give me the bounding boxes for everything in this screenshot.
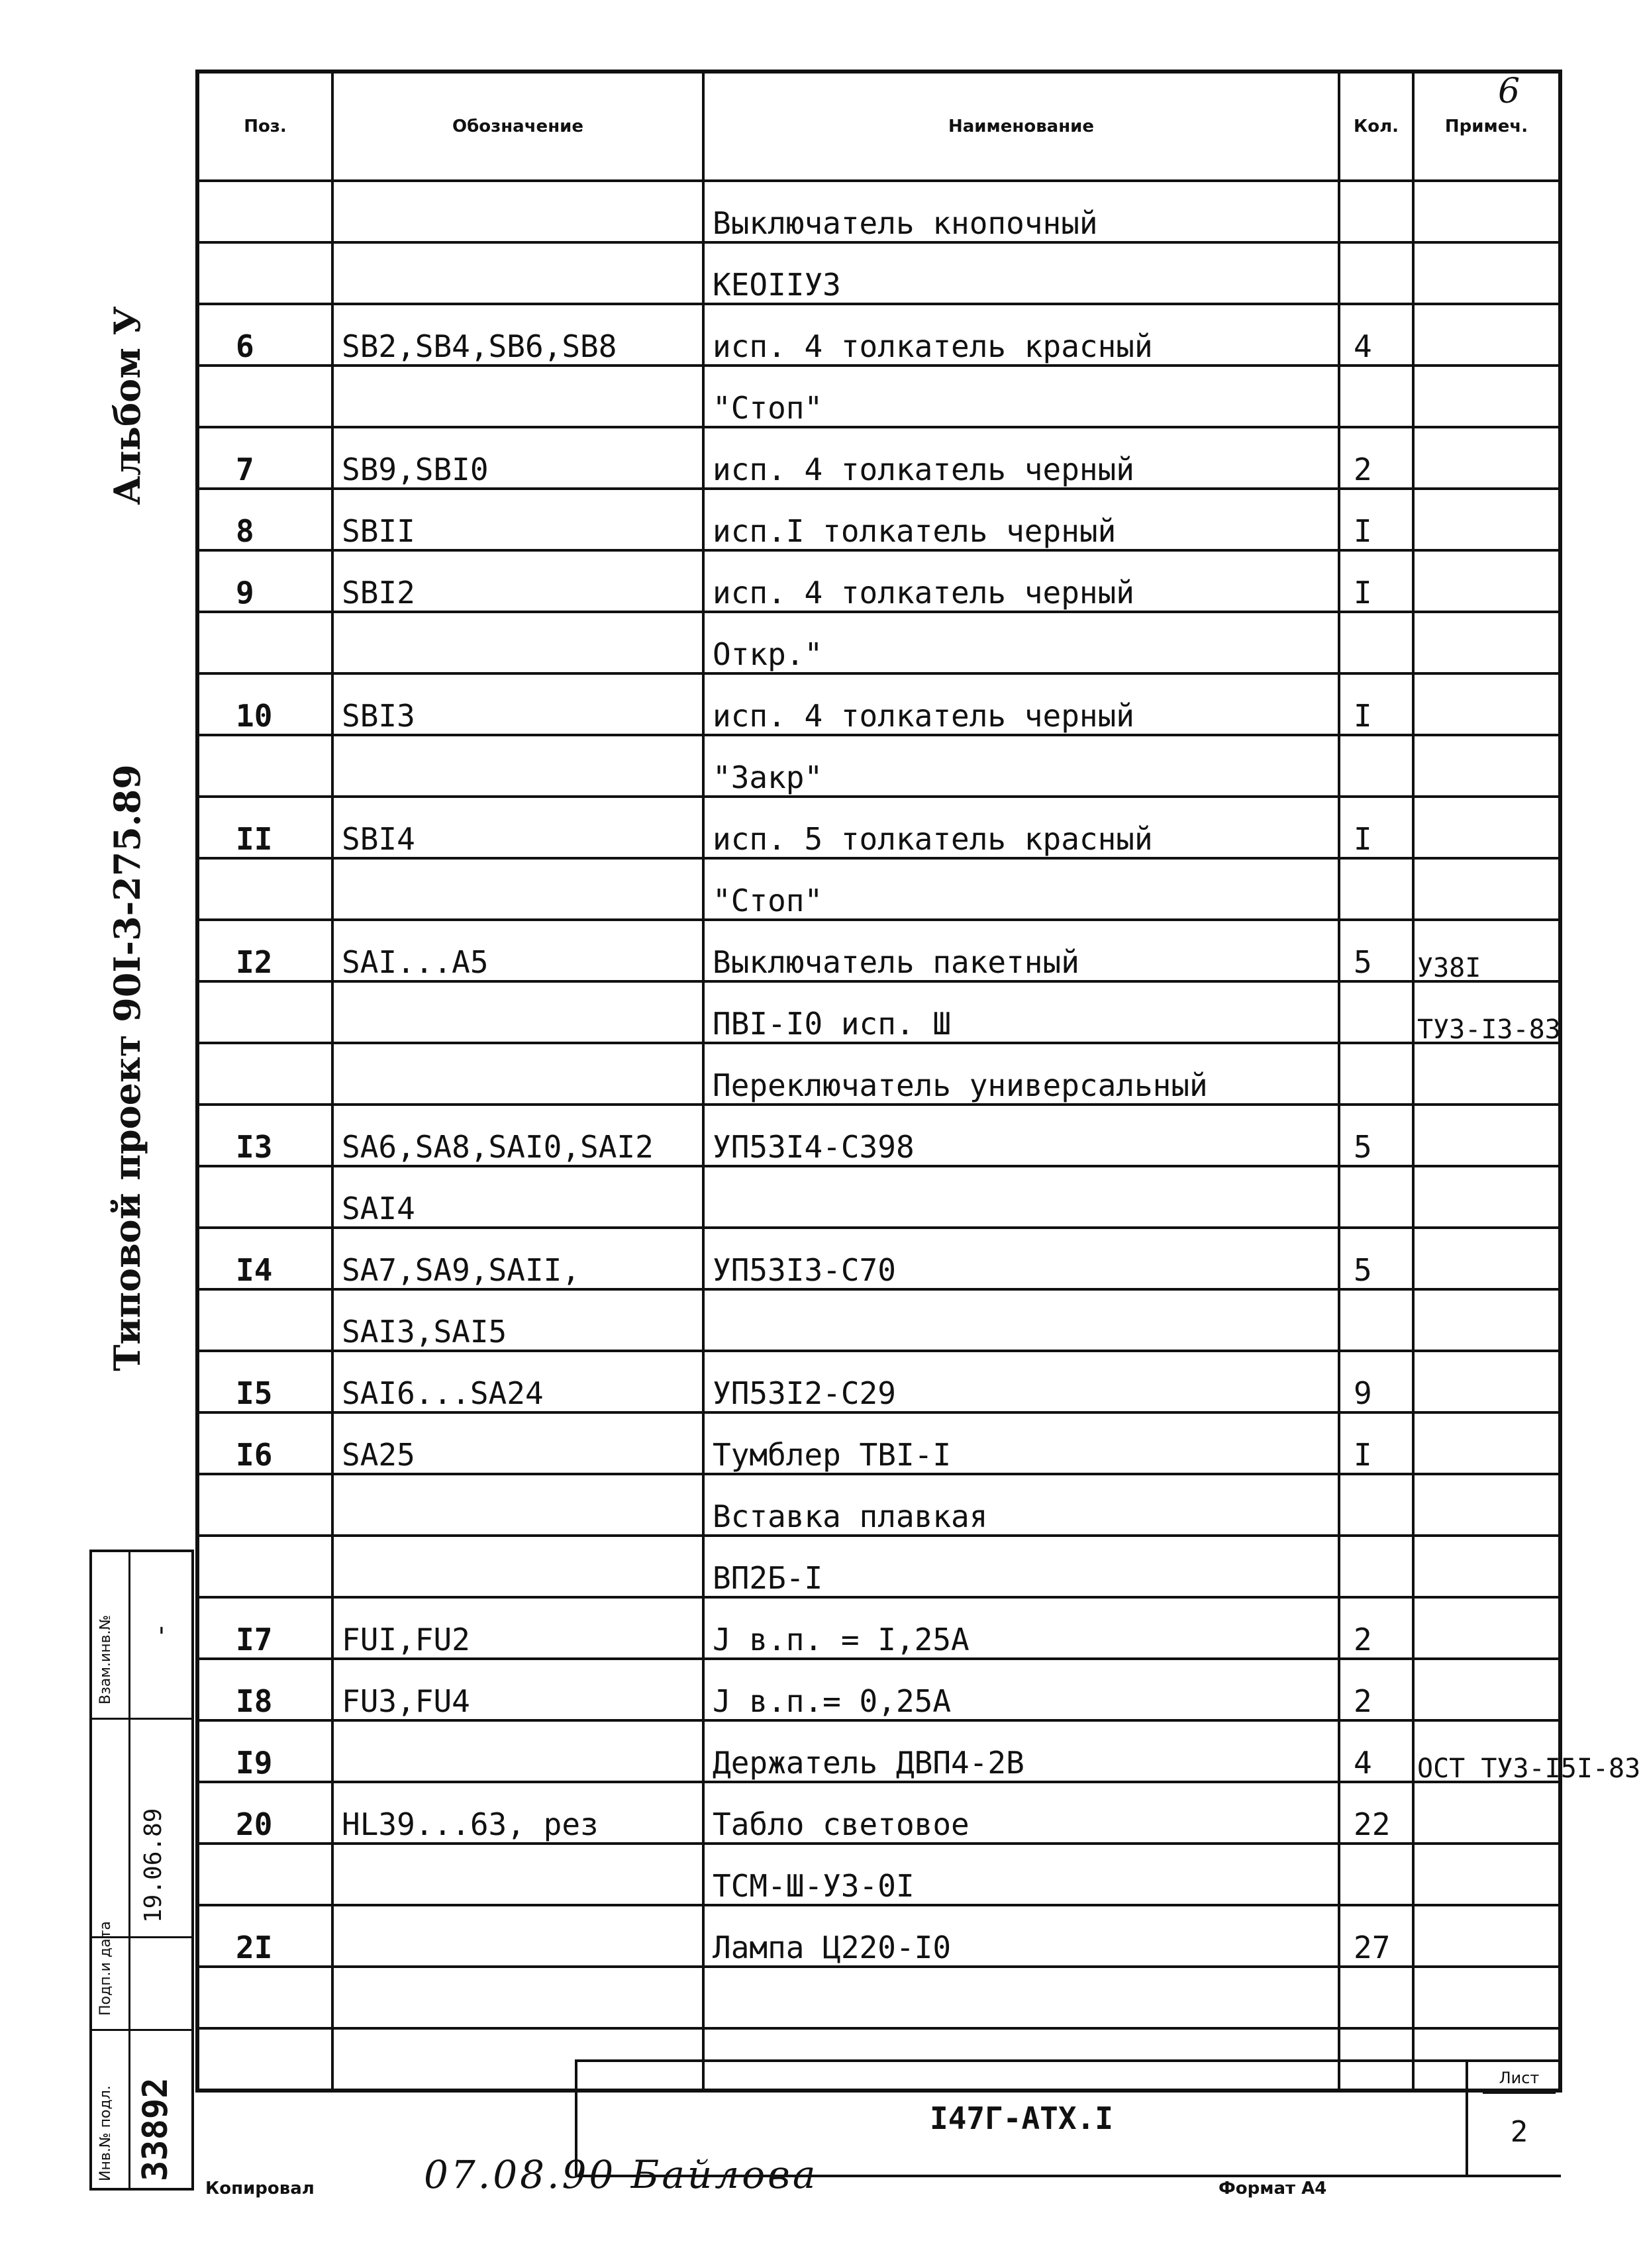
cell-note [1413, 1166, 1560, 1228]
cell-pos [197, 735, 332, 797]
table-row [197, 1228, 1560, 1289]
cell-pos: I3 [197, 1105, 332, 1166]
cell-note [1413, 489, 1560, 550]
cell-qty [1339, 981, 1413, 1043]
cell-name [703, 1166, 1339, 1228]
cell-designation [332, 981, 703, 1043]
table-row [197, 181, 1560, 242]
cell-designation: SB9,SBI0 [332, 427, 703, 489]
cell-note [1413, 858, 1560, 920]
cell-note [1413, 181, 1560, 242]
cell-designation [332, 181, 703, 242]
table-row [197, 1289, 1560, 1351]
cell-pos: 8 [197, 489, 332, 550]
table-row [197, 427, 1560, 489]
cell-pos: 6 [197, 304, 332, 366]
cell-name: исп. 4 толкатель черный [703, 550, 1339, 612]
cell-pos: I7 [197, 1597, 332, 1659]
table-row [197, 797, 1560, 858]
format-label: Формат А4 [1219, 2179, 1327, 2198]
header-pos: Поз. [197, 72, 332, 181]
cell-name: УП53I2-С29 [703, 1351, 1339, 1412]
copied-label: Копировал [205, 2179, 315, 2198]
cell-name [703, 1967, 1339, 2028]
cell-designation: FU3,FU4 [332, 1659, 703, 1720]
cell-note [1413, 1659, 1560, 1720]
copier-signature: 07.08.90 Байлова [424, 2152, 819, 2197]
cell-designation: SAI3,SAI5 [332, 1289, 703, 1351]
cell-pos: I6 [197, 1412, 332, 1474]
cell-name: Вставка плавкая [703, 1474, 1339, 1536]
cell-note [1413, 427, 1560, 489]
cell-name: Выключатель кнопочный [703, 181, 1339, 242]
cell-note [1413, 612, 1560, 673]
cell-pos [197, 1967, 332, 2028]
cell-note [1413, 1967, 1560, 2028]
side-label [106, 159, 148, 1483]
cell-name: ВП2Б-I [703, 1536, 1339, 1597]
cell-designation: SBI4 [332, 797, 703, 858]
table-row [197, 550, 1560, 612]
cell-qty [1339, 1967, 1413, 2028]
cell-note [1413, 1043, 1560, 1105]
cell-qty [1339, 1289, 1413, 1351]
cell-note [1413, 1905, 1560, 1967]
cell-name: исп. 4 толкатель черный [703, 673, 1339, 735]
cell-name: ТСМ-Ш-УЗ-0I [703, 1844, 1339, 1905]
album-label: Альбом У [106, 306, 148, 505]
cell-note [1413, 1782, 1560, 1844]
cell-qty [1339, 858, 1413, 920]
stamp-replaces-inv: Взам.инв.№ [97, 1614, 114, 1704]
table-row [197, 612, 1560, 673]
table-header-row [197, 72, 1560, 181]
cell-name: Выключатель пакетный [703, 920, 1339, 981]
table-row [197, 1105, 1560, 1166]
table-row [197, 920, 1560, 981]
cell-pos: I2 [197, 920, 332, 981]
table-row [197, 1597, 1560, 1659]
cell-note [1413, 1474, 1560, 1536]
cell-pos [197, 1474, 332, 1536]
cell-name: Табло световое [703, 1782, 1339, 1844]
cell-designation: SBI3 [332, 673, 703, 735]
table-row [197, 1043, 1560, 1105]
cell-note [1413, 1105, 1560, 1166]
cell-pos: 2I [197, 1905, 332, 1967]
cell-pos [197, 1043, 332, 1105]
cell-qty [1339, 735, 1413, 797]
cell-pos [197, 612, 332, 673]
header-note: Примеч. [1413, 72, 1560, 181]
document-code: I47Г-АТХ.I [577, 2062, 1468, 2175]
cell-note [1413, 1351, 1560, 1412]
cell-designation [332, 612, 703, 673]
cell-designation [332, 242, 703, 304]
cell-note [1413, 550, 1560, 612]
cell-note [1413, 1289, 1560, 1351]
cell-designation [332, 735, 703, 797]
cell-pos [197, 242, 332, 304]
cell-designation [332, 1720, 703, 1782]
cell-designation: FUI,FU2 [332, 1597, 703, 1659]
specification-table [195, 70, 1641, 2093]
cell-note: ОСТ ТУ3-I5I-83 [1413, 1720, 1560, 1782]
cell-qty: 27 [1339, 1905, 1413, 1967]
cell-note [1413, 366, 1560, 427]
cell-qty: 4 [1339, 304, 1413, 366]
cell-designation: SAI4 [332, 1166, 703, 1228]
cell-name: "Стоп" [703, 366, 1339, 427]
table-row [197, 1905, 1560, 1967]
table-row [197, 366, 1560, 427]
table-row [197, 858, 1560, 920]
cell-note [1413, 1844, 1560, 1905]
table-row [197, 1412, 1560, 1474]
cell-pos: 7 [197, 427, 332, 489]
cell-pos [197, 181, 332, 242]
header-name: Наименование [703, 72, 1339, 181]
cell-qty: 5 [1339, 1105, 1413, 1166]
cell-qty: 2 [1339, 1659, 1413, 1720]
cell-name: "Стоп" [703, 858, 1339, 920]
cell-name: Лампа Ц220-I0 [703, 1905, 1339, 1967]
table-row [197, 1474, 1560, 1536]
cell-name: ПВI-I0 исп. Ш [703, 981, 1339, 1043]
cell-qty [1339, 242, 1413, 304]
cell-designation [332, 858, 703, 920]
cell-qty [1339, 1043, 1413, 1105]
cell-name: Переключатель универсальный [703, 1043, 1339, 1105]
cell-note [1413, 1228, 1560, 1289]
table-row [197, 304, 1560, 366]
cell-note [1413, 1597, 1560, 1659]
table-row [197, 1967, 1560, 2028]
cell-qty: 4 [1339, 1720, 1413, 1782]
stamp-signature-date: Подп.и дата [97, 1921, 114, 2016]
cell-qty: 5 [1339, 920, 1413, 981]
cell-name: КЕОIIУЗ [703, 242, 1339, 304]
cell-name: исп. 4 толкатель красный [703, 304, 1339, 366]
cell-designation [332, 1905, 703, 1967]
approval-stamp [89, 1550, 194, 2191]
cell-pos [197, 858, 332, 920]
project-label: Типовой проект 90I-3-275.89 [106, 764, 148, 1371]
stamp-dash: - [145, 1622, 175, 1638]
stamp-inv-number: 33892 [136, 2077, 175, 2181]
cell-name: УП53I4-С398 [703, 1105, 1339, 1166]
cell-pos [197, 1166, 332, 1228]
cell-designation: SA25 [332, 1412, 703, 1474]
cell-designation: SAI...A5 [332, 920, 703, 981]
cell-designation: HL39...63, рез [332, 1782, 703, 1844]
cell-name: Держатель ДВП4-2В [703, 1720, 1339, 1782]
cell-qty: I [1339, 797, 1413, 858]
cell-pos: I4 [197, 1228, 332, 1289]
cell-designation [332, 1844, 703, 1905]
cell-qty [1339, 181, 1413, 242]
cell-qty: 9 [1339, 1351, 1413, 1412]
cell-name: исп. 4 толкатель черный [703, 427, 1339, 489]
cell-pos: 9 [197, 550, 332, 612]
sheet-label: Лист [1483, 2069, 1556, 2094]
table-row [197, 1720, 1560, 1782]
cell-note [1413, 304, 1560, 366]
table-row [197, 242, 1560, 304]
sheet-value: 2 [1510, 2115, 1528, 2149]
header-qty: Кол. [1339, 72, 1413, 181]
table-body [197, 181, 1641, 2091]
cell-pos [197, 1844, 332, 1905]
stamp-inv-original: Инв.№ подл. [97, 2085, 114, 2181]
cell-pos [197, 366, 332, 427]
cell-qty [1339, 612, 1413, 673]
header-designation: Обозначение [332, 72, 703, 181]
cell-name [703, 1289, 1339, 1351]
cell-name: "Закр" [703, 735, 1339, 797]
cell-pos [197, 1289, 332, 1351]
cell-name: Ј в.п.= 0,25А [703, 1659, 1339, 1720]
cell-qty: 22 [1339, 1782, 1413, 1844]
cell-pos [197, 1536, 332, 1597]
cell-note: ТУ3-I3-83 [1413, 981, 1560, 1043]
cell-designation [332, 1536, 703, 1597]
cell-designation [332, 1043, 703, 1105]
cell-pos: 20 [197, 1782, 332, 1844]
cell-designation [332, 1967, 703, 2028]
cell-designation [332, 1474, 703, 1536]
table-row [197, 489, 1560, 550]
cell-pos: I8 [197, 1659, 332, 1720]
cell-pos: 10 [197, 673, 332, 735]
cell-qty: I [1339, 1412, 1413, 1474]
table-row [197, 981, 1560, 1043]
table-row [197, 735, 1560, 797]
table-row [197, 673, 1560, 735]
cell-qty: 2 [1339, 1597, 1413, 1659]
cell-name: исп. 5 толкатель красный [703, 797, 1339, 858]
cell-pos [197, 981, 332, 1043]
table-row [197, 1536, 1560, 1597]
cell-note [1413, 1536, 1560, 1597]
cell-designation: SBI2 [332, 550, 703, 612]
page-number: 6 [1498, 72, 1520, 111]
cell-name: Откр." [703, 612, 1339, 673]
cell-qty: I [1339, 673, 1413, 735]
cell-name: Ј в.п. = I,25А [703, 1597, 1339, 1659]
cell-pos: II [197, 797, 332, 858]
cell-note [1413, 735, 1560, 797]
cell-name: УП53I3-С70 [703, 1228, 1339, 1289]
table-row [197, 1351, 1560, 1412]
table-row [197, 1659, 1560, 1720]
cell-pos [197, 2028, 332, 2091]
cell-qty: 5 [1339, 1228, 1413, 1289]
cell-qty [1339, 1536, 1413, 1597]
table-row [197, 1782, 1560, 1844]
cell-qty [1339, 1166, 1413, 1228]
cell-name: Тумблер ТВI-I [703, 1412, 1339, 1474]
cell-qty: I [1339, 550, 1413, 612]
cell-note [1413, 242, 1560, 304]
cell-note: У38I [1413, 920, 1560, 981]
cell-name: исп.I толкатель черный [703, 489, 1339, 550]
cell-designation: SAI6...SA24 [332, 1351, 703, 1412]
cell-qty [1339, 1844, 1413, 1905]
cell-note [1413, 797, 1560, 858]
cell-qty: I [1339, 489, 1413, 550]
cell-qty: 2 [1339, 427, 1413, 489]
cell-designation: SA7,SA9,SAII, [332, 1228, 703, 1289]
cell-note [1413, 1412, 1560, 1474]
cell-qty [1339, 366, 1413, 427]
table-row [197, 1844, 1560, 1905]
cell-note [1413, 673, 1560, 735]
cell-designation: SBII [332, 489, 703, 550]
cell-designation: SB2,SB4,SB6,SB8 [332, 304, 703, 366]
table-row [197, 1166, 1560, 1228]
cell-qty [1339, 1474, 1413, 1536]
cell-designation: SA6,SA8,SAI0,SAI2 [332, 1105, 703, 1166]
cell-pos: I9 [197, 1720, 332, 1782]
stamp-date: 19.06.89 [140, 1808, 167, 1923]
cell-designation [332, 366, 703, 427]
cell-pos: I5 [197, 1351, 332, 1412]
